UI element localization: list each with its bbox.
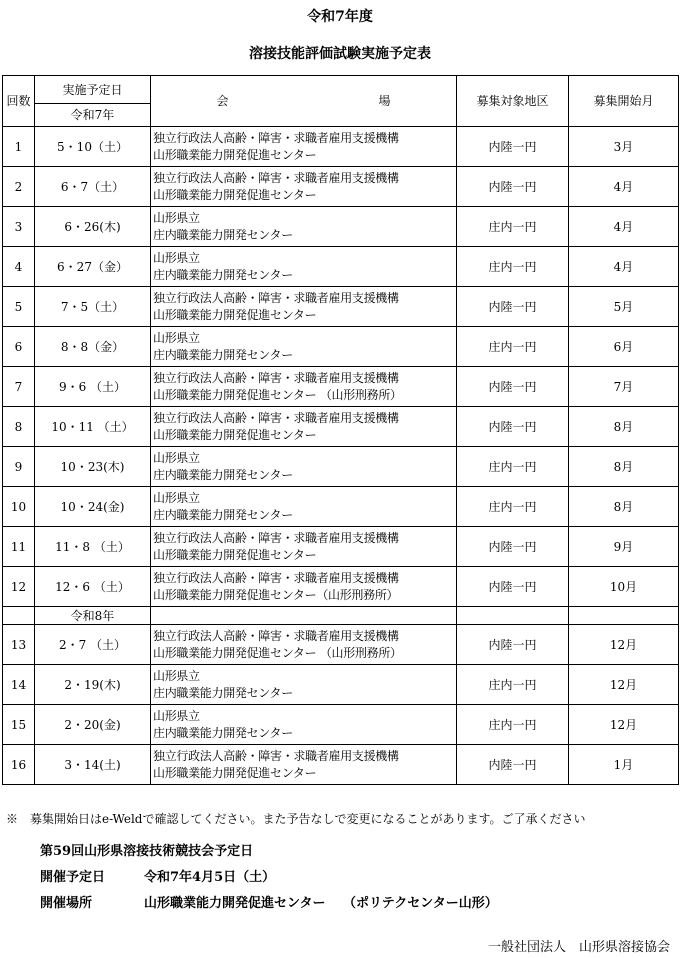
row-venue	[151, 527, 457, 567]
row-venue	[151, 207, 457, 247]
row-region: 庄内一円	[457, 487, 569, 527]
row-date: 12・6 （土）	[35, 567, 151, 607]
venue-line-2: 山形職業能力開発促進センター	[153, 307, 317, 322]
table-row	[3, 665, 679, 705]
row-month: 4月	[569, 247, 679, 287]
row-date: 2・20(金)	[35, 705, 151, 745]
row-date: 5・10（土）	[35, 127, 151, 167]
row-month: 8月	[569, 447, 679, 487]
row-number: 3	[3, 207, 35, 247]
venue-line-2: 庄内職業能力開発センター	[153, 267, 293, 282]
event-place-value: 山形職業能力開発促進センター （ポリテクセンター山形）	[144, 896, 498, 911]
event-place-label: 開催場所	[40, 896, 93, 911]
event-date-label: 開催予定日	[40, 870, 106, 885]
row-number: 9	[3, 447, 35, 487]
header-venue	[151, 76, 457, 127]
venue-line-1: 独立行政法人高齢・障害・求職者雇用支援機構	[153, 410, 399, 425]
row-month: 10月	[569, 567, 679, 607]
table-row	[3, 745, 679, 785]
table-row	[3, 167, 679, 207]
era-row-r8	[3, 607, 679, 625]
row-region: 庄内一円	[457, 665, 569, 705]
row-month: 5月	[569, 287, 679, 327]
venue-line-1: 山形県立	[153, 490, 200, 505]
venue-line-1: 山形県立	[153, 250, 200, 265]
table-row	[3, 487, 679, 527]
table-row	[3, 367, 679, 407]
venue-line-1: 独立行政法人高齢・障害・求職者雇用支援機構	[153, 628, 399, 643]
table-row	[3, 567, 679, 607]
row-number: 10	[3, 487, 35, 527]
venue-line-1: 独立行政法人高齢・障害・求職者雇用支援機構	[153, 570, 399, 585]
venue-line-1: 独立行政法人高齢・障害・求職者雇用支援機構	[153, 290, 399, 305]
venue-line-1: 独立行政法人高齢・障害・求職者雇用支援機構	[153, 170, 399, 185]
row-venue	[151, 127, 457, 167]
header-venue-right: 場	[378, 94, 391, 108]
row-venue	[151, 327, 457, 367]
venue-line-2: 庄内職業能力開発センター	[153, 227, 293, 242]
row-region: 庄内一円	[457, 705, 569, 745]
row-date: 6・27（金）	[35, 247, 151, 287]
row-month: 4月	[569, 207, 679, 247]
row-venue	[151, 625, 457, 665]
row-venue	[151, 705, 457, 745]
row-number: 2	[3, 167, 35, 207]
row-number: 15	[3, 705, 35, 745]
row-region: 内陸一円	[457, 625, 569, 665]
row-region: 庄内一円	[457, 247, 569, 287]
row-number: 7	[3, 367, 35, 407]
row-month: 8月	[569, 407, 679, 447]
event-date-row	[40, 866, 275, 885]
header-month: 募集開始月	[569, 76, 679, 127]
row-region: 内陸一円	[457, 567, 569, 607]
header-region: 募集対象地区	[457, 76, 569, 127]
row-number: 13	[3, 625, 35, 665]
row-region: 庄内一円	[457, 447, 569, 487]
table-row	[3, 287, 679, 327]
venue-line-1: 山形県立	[153, 330, 200, 345]
row-month: 12月	[569, 625, 679, 665]
event-place-row	[40, 892, 498, 911]
row-venue	[151, 745, 457, 785]
row-date: 2・7 （土）	[35, 625, 151, 665]
venue-line-1: 山形県立	[153, 210, 200, 225]
schedule-table	[2, 75, 679, 785]
row-number: 14	[3, 665, 35, 705]
row-number: 11	[3, 527, 35, 567]
venue-line-2: 山形職業能力開発促進センター	[153, 147, 317, 162]
era-empty-cell	[457, 607, 569, 625]
table-row	[3, 705, 679, 745]
venue-line-2: 山形職業能力開発促進センター	[153, 547, 317, 562]
row-venue	[151, 287, 457, 327]
row-month: 8月	[569, 487, 679, 527]
venue-line-1: 山形県立	[153, 450, 200, 465]
document-year-title: 令和7年度	[307, 9, 373, 25]
venue-line-2: 庄内職業能力開発センター	[153, 507, 293, 522]
venue-line-2: 庄内職業能力開発センター	[153, 347, 293, 362]
row-date: 11・8 （土）	[35, 527, 151, 567]
row-date: 3・14(土)	[35, 745, 151, 785]
header-venue-left: 会	[216, 94, 229, 108]
row-venue	[151, 447, 457, 487]
row-date: 8・8（金）	[35, 327, 151, 367]
row-date: 6・7（土）	[35, 167, 151, 207]
venue-line-2: 庄内職業能力開発センター	[153, 725, 293, 740]
row-venue	[151, 407, 457, 447]
venue-line-2: 山形職業能力開発促進センター （山形刑務所）	[153, 387, 402, 402]
document-title: 溶接技能評価試験実施予定表	[249, 46, 431, 62]
table-header-row	[3, 76, 679, 104]
footer-organization: 一般社団法人 山形県溶接協会	[487, 940, 670, 955]
table-row	[3, 407, 679, 447]
table-row	[3, 527, 679, 567]
row-month: 9月	[569, 527, 679, 567]
row-region: 庄内一円	[457, 327, 569, 367]
row-date: 10・24(金)	[35, 487, 151, 527]
venue-line-2: 庄内職業能力開発センター	[153, 685, 293, 700]
venue-line-1: 独立行政法人高齢・障害・求職者雇用支援機構	[153, 130, 399, 145]
row-month: 12月	[569, 705, 679, 745]
row-region: 内陸一円	[457, 127, 569, 167]
row-region: 内陸一円	[457, 167, 569, 207]
venue-line-1: 山形県立	[153, 668, 200, 683]
row-month: 3月	[569, 127, 679, 167]
header-no: 回数	[3, 76, 35, 127]
row-date: 10・11 （土）	[35, 407, 151, 447]
table-row	[3, 447, 679, 487]
venue-line-2: 山形職業能力開発促進センター	[153, 187, 317, 202]
era-label-r8: 令和8年	[35, 607, 151, 625]
header-date: 実施予定日	[35, 76, 151, 104]
venue-line-2: 庄内職業能力開発センター	[153, 467, 293, 482]
row-region: 内陸一円	[457, 367, 569, 407]
row-date: 7・5（土）	[35, 287, 151, 327]
venue-line-2: 山形職業能力開発促進センター	[153, 765, 317, 780]
event-title: 第59回山形県溶接技術競技会予定日	[40, 844, 254, 859]
table-row	[3, 207, 679, 247]
era-empty-cell	[3, 607, 35, 625]
row-number: 4	[3, 247, 35, 287]
row-month: 6月	[569, 327, 679, 367]
row-venue	[151, 247, 457, 287]
row-region: 内陸一円	[457, 287, 569, 327]
venue-line-1: 独立行政法人高齢・障害・求職者雇用支援機構	[153, 748, 399, 763]
row-date: 2・19(木)	[35, 665, 151, 705]
era-label-r7: 令和7年	[35, 104, 151, 127]
row-number: 5	[3, 287, 35, 327]
row-region: 内陸一円	[457, 407, 569, 447]
venue-line-1: 山形県立	[153, 708, 200, 723]
row-venue	[151, 367, 457, 407]
era-empty-cell	[151, 607, 457, 625]
row-venue	[151, 567, 457, 607]
row-region: 庄内一円	[457, 207, 569, 247]
event-date-value: 令和7年4月5日（土）	[144, 870, 276, 885]
row-number: 12	[3, 567, 35, 607]
row-number: 1	[3, 127, 35, 167]
venue-line-2: 山形職業能力開発促進センター （山形刑務所）	[153, 645, 402, 660]
note-text: ※ 募集開始日はe-Weldで確認してください。また予告なしで変更になることがあります。ご了承ください	[6, 812, 586, 826]
table-row	[3, 247, 679, 287]
row-number: 6	[3, 327, 35, 367]
venue-line-1: 独立行政法人高齢・障害・求職者雇用支援機構	[153, 370, 399, 385]
row-month: 4月	[569, 167, 679, 207]
table-row	[3, 127, 679, 167]
venue-line-2: 山形職業能力開発促進センター（山形刑務所）	[153, 587, 399, 602]
venue-line-2: 山形職業能力開発促進センター	[153, 427, 317, 442]
venue-line-1: 独立行政法人高齢・障害・求職者雇用支援機構	[153, 530, 399, 545]
row-number: 16	[3, 745, 35, 785]
row-date: 10・23(木)	[35, 447, 151, 487]
row-date: 6・26(木)	[35, 207, 151, 247]
row-month: 7月	[569, 367, 679, 407]
row-month: 12月	[569, 665, 679, 705]
row-month: 1月	[569, 745, 679, 785]
row-venue	[151, 487, 457, 527]
row-number: 8	[3, 407, 35, 447]
era-empty-cell	[569, 607, 679, 625]
row-region: 内陸一円	[457, 527, 569, 567]
row-date: 9・6 （土）	[35, 367, 151, 407]
table-row	[3, 625, 679, 665]
row-region: 内陸一円	[457, 745, 569, 785]
table-row	[3, 327, 679, 367]
row-venue	[151, 665, 457, 705]
row-venue	[151, 167, 457, 207]
